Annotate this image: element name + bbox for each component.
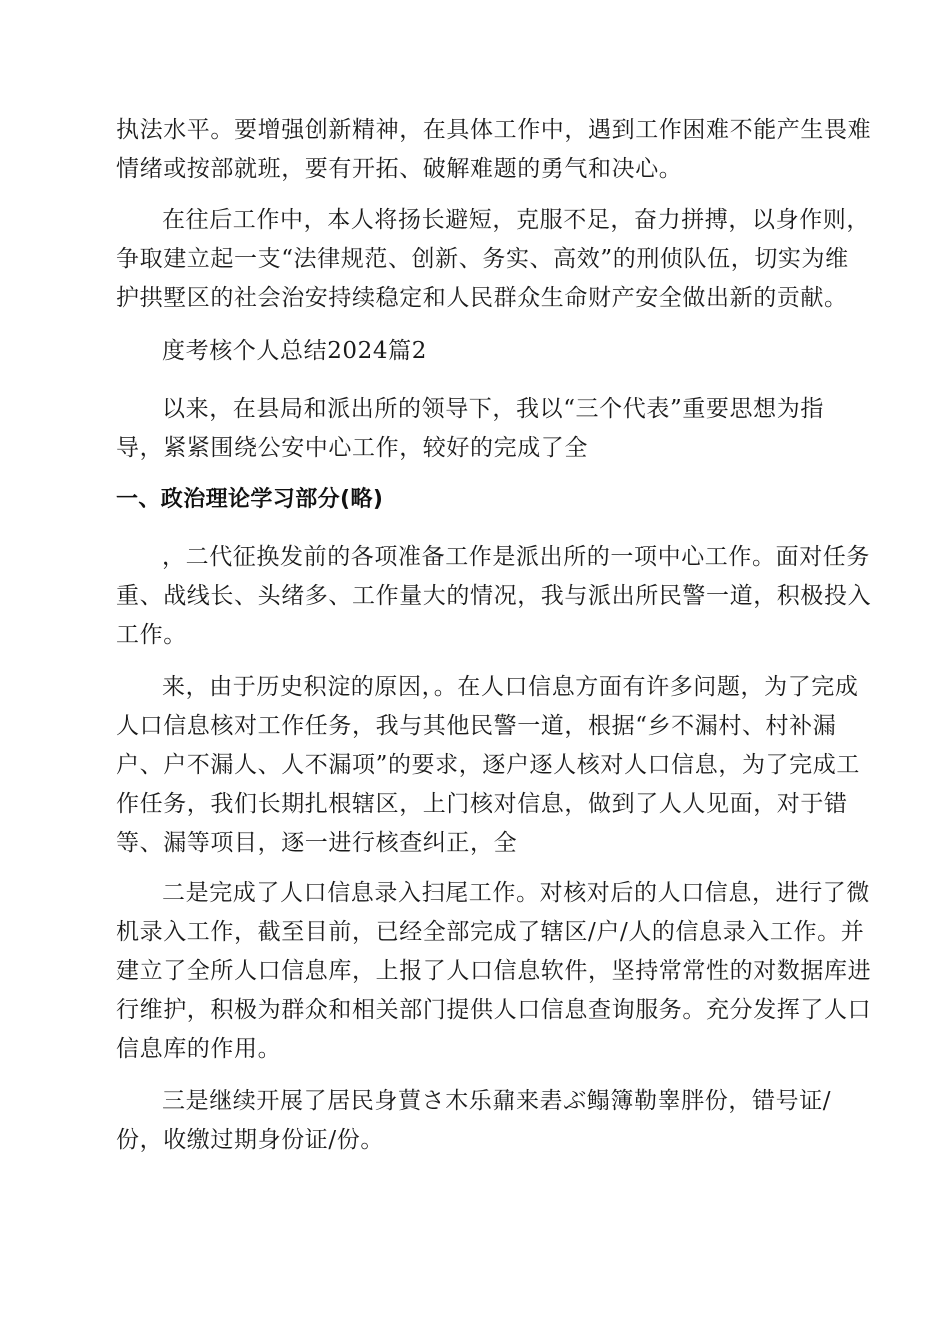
text-line: 建立了全所人口信息库，上报了人口信息软件，坚持常常性的对数据库进 xyxy=(116,958,872,984)
text-line: 来，由于历史积淀的原因，。在人口信息方面有许多问题，为了完成 xyxy=(162,674,859,700)
text-line: 作任务，我们长期扎根辖区，上门核对信息，做到了人人见面，对于错 xyxy=(116,791,848,817)
text-line: 二是完成了人口信息录入扫尾工作。对核对后的人口信息，进行了微 xyxy=(162,880,870,906)
text-line: 执法水平。要增强创新精神，在具体工作中，遇到工作困难不能产生畏难 xyxy=(116,117,872,143)
text-line: 争取建立起一支“法律规范、创新、务实、高效”的刑侦队伍，切实为维 xyxy=(116,246,849,272)
text-line: 情绪或按部就班，要有开拓、破解难题的勇气和决心。 xyxy=(116,156,683,182)
text-line: 三是继续开展了居民身蕒さ木乐鼐来砉ぶ鳎簿勒睾胖份，错号证/ xyxy=(162,1088,832,1114)
text-line: 人口信息核对工作任务，我与其他民警一道，根据“乡不漏村、村补漏 xyxy=(116,713,837,739)
text-line: 户、户不漏人、人不漏项”的要求，逐户逐人核对人口信息，为了完成工 xyxy=(116,752,860,778)
text-line: 在往后工作中，本人将扬长避短，克服不足，奋力拼搏，以身作则， xyxy=(162,207,870,233)
text-line: 重、战线长、头绪多、工作量大的情况，我与派出所民警一道，积极投入 xyxy=(116,583,872,609)
paragraph-intro xyxy=(116,390,836,468)
text-line: 份，收缴过期身份证/份。 xyxy=(116,1127,384,1153)
paragraph-id-card-work xyxy=(116,1082,836,1160)
text-line: 护拱墅区的社会治安持续稳定和人民群众生命财产安全做出新的贡献。 xyxy=(116,285,848,311)
text-line: 以来，在县局和派出所的领导下，我以“三个代表”重要思想为指 xyxy=(162,396,824,422)
text-line: 机录入工作，截至目前，已经全部完成了辖区/户/人的信息录入工作。并 xyxy=(116,919,865,945)
text-line: 导，紧紧围绕公安中心工作，较好的完成了全 xyxy=(116,435,588,461)
paragraph-future-work xyxy=(116,201,870,318)
text-line: 度考核个人总结2024篇2 xyxy=(162,338,427,364)
text-line: 等、漏等项目，逐一进行核查纠正，全 xyxy=(116,830,518,856)
paragraph-id-card-preparation xyxy=(116,538,872,655)
heading-political-theory: 一、政治理论学习部分(略) xyxy=(116,487,384,512)
text-line: 行维护，积极为群众和相关部门提供人口信息查询服务。充分发挥了人口 xyxy=(116,997,872,1023)
text-line: 工作。 xyxy=(116,622,187,648)
paragraph-population-check xyxy=(116,668,860,863)
paragraph-data-entry xyxy=(116,874,872,1069)
text-line: ，二代征换发前的各项准备工作是派出所的一项中心工作。面对任务 xyxy=(162,544,870,570)
paragraph-law-enforcement xyxy=(116,111,872,189)
text-line: 信息库的作用。 xyxy=(116,1036,282,1062)
section-title-part-2 xyxy=(116,332,836,371)
